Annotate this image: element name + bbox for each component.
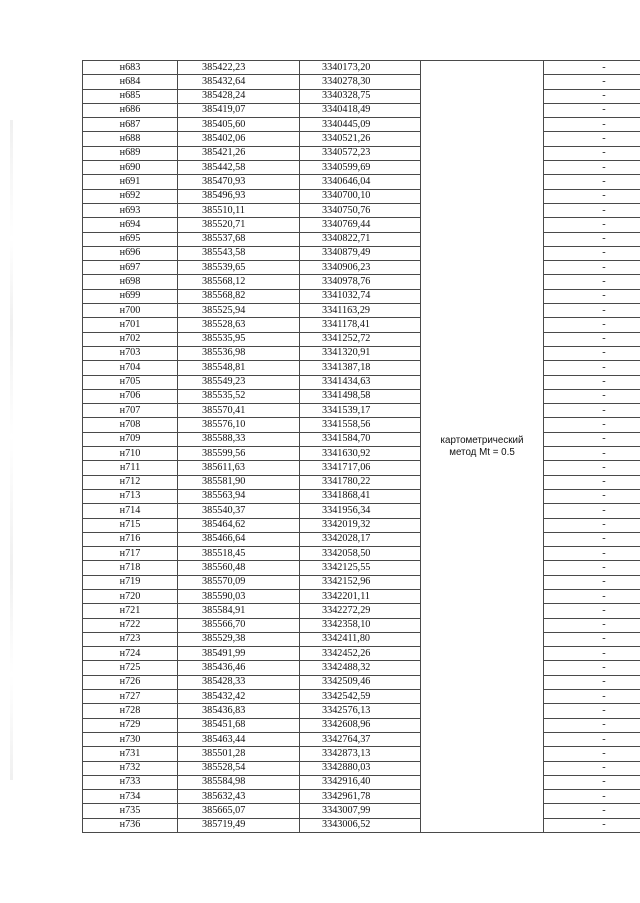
point-id: н693: [83, 203, 178, 217]
x-coordinate: 385581,90: [178, 475, 300, 489]
x-coordinate: 385428,24: [178, 89, 300, 103]
table-row: [83, 718, 640, 732]
table-row: [83, 146, 640, 160]
point-id: н685: [83, 89, 178, 103]
y-coordinate: 3341558,56: [300, 418, 421, 432]
x-coordinate: 385402,06: [178, 132, 300, 146]
table-row: [83, 89, 640, 103]
x-coordinate: 385520,71: [178, 218, 300, 232]
x-coordinate: 385563,94: [178, 489, 300, 503]
y-coordinate: 3340328,75: [300, 89, 421, 103]
point-id: н710: [83, 447, 178, 461]
x-coordinate: 385432,64: [178, 75, 300, 89]
y-coordinate: 3340521,26: [300, 132, 421, 146]
table-row: [83, 561, 640, 575]
point-id: н717: [83, 547, 178, 561]
point-id: н705: [83, 375, 178, 389]
x-coordinate: 385570,41: [178, 404, 300, 418]
table-row: [83, 304, 640, 318]
note-dash: -: [544, 690, 640, 704]
y-coordinate: 3343007,99: [300, 804, 421, 818]
y-coordinate: 3342488,32: [300, 661, 421, 675]
point-id: н708: [83, 418, 178, 432]
point-id: н692: [83, 189, 178, 203]
y-coordinate: 3340418,49: [300, 103, 421, 117]
x-coordinate: 385535,52: [178, 389, 300, 403]
point-id: н720: [83, 589, 178, 603]
x-coordinate: 385539,65: [178, 261, 300, 275]
point-id: н702: [83, 332, 178, 346]
point-id: н735: [83, 804, 178, 818]
table-row: [83, 775, 640, 789]
table-row: [83, 218, 640, 232]
y-coordinate: 3342764,37: [300, 732, 421, 746]
table-row: [83, 632, 640, 646]
point-id: н707: [83, 404, 178, 418]
y-coordinate: 3341387,18: [300, 361, 421, 375]
point-id: н703: [83, 346, 178, 360]
y-coordinate: 3340700,10: [300, 189, 421, 203]
point-id: н686: [83, 103, 178, 117]
y-coordinate: 3340879,49: [300, 246, 421, 260]
y-coordinate: 3342916,40: [300, 775, 421, 789]
point-id: н690: [83, 161, 178, 175]
note-dash: -: [544, 404, 640, 418]
x-coordinate: 385428,33: [178, 675, 300, 689]
point-id: н724: [83, 647, 178, 661]
table-row: [83, 161, 640, 175]
table-row: [83, 732, 640, 746]
y-coordinate: 3342272,29: [300, 604, 421, 618]
x-coordinate: 385665,07: [178, 804, 300, 818]
x-coordinate: 385560,48: [178, 561, 300, 575]
x-coordinate: 385584,98: [178, 775, 300, 789]
x-coordinate: 385436,46: [178, 661, 300, 675]
y-coordinate: 3340750,76: [300, 203, 421, 217]
x-coordinate: 385537,68: [178, 232, 300, 246]
table-row: [83, 175, 640, 189]
point-id: н704: [83, 361, 178, 375]
x-coordinate: 385632,43: [178, 790, 300, 804]
y-coordinate: 3342058,50: [300, 547, 421, 561]
x-coordinate: 385528,63: [178, 318, 300, 332]
x-coordinate: 385518,45: [178, 547, 300, 561]
y-coordinate: 3341584,70: [300, 432, 421, 446]
x-coordinate: 385529,38: [178, 632, 300, 646]
note-dash: -: [544, 804, 640, 818]
table-row: [83, 118, 640, 132]
x-coordinate: 385464,62: [178, 518, 300, 532]
table-row: [83, 75, 640, 89]
table-row: [83, 389, 640, 403]
table-row: [83, 404, 640, 418]
y-coordinate: 3341498,58: [300, 389, 421, 403]
note-dash: -: [544, 146, 640, 160]
x-coordinate: 385501,28: [178, 747, 300, 761]
y-coordinate: 3342358,10: [300, 618, 421, 632]
note-dash: -: [544, 504, 640, 518]
point-id: н718: [83, 561, 178, 575]
table-row: [83, 804, 640, 818]
table-row: [83, 261, 640, 275]
note-dash: -: [544, 575, 640, 589]
note-dash: -: [544, 732, 640, 746]
y-coordinate: 3342509,46: [300, 675, 421, 689]
x-coordinate: 385549,23: [178, 375, 300, 389]
x-coordinate: 385422,23: [178, 61, 300, 75]
note-dash: -: [544, 461, 640, 475]
y-coordinate: 3341717,06: [300, 461, 421, 475]
point-id: н689: [83, 146, 178, 160]
point-id: н691: [83, 175, 178, 189]
note-dash: -: [544, 447, 640, 461]
method-line-1: картометрический: [440, 434, 524, 446]
note-dash: -: [544, 418, 640, 432]
point-id: н736: [83, 818, 178, 832]
y-coordinate: 3342961,78: [300, 790, 421, 804]
note-dash: -: [544, 790, 640, 804]
y-coordinate: 3342152,96: [300, 575, 421, 589]
note-dash: -: [544, 175, 640, 189]
note-dash: -: [544, 246, 640, 260]
table-row: [83, 589, 640, 603]
table-row: [83, 704, 640, 718]
point-id: н709: [83, 432, 178, 446]
note-dash: -: [544, 761, 640, 775]
table-row: [83, 675, 640, 689]
note-dash: -: [544, 118, 640, 132]
x-coordinate: 385536,98: [178, 346, 300, 360]
point-id: н733: [83, 775, 178, 789]
point-id: н725: [83, 661, 178, 675]
point-id: н683: [83, 61, 178, 75]
x-coordinate: 385566,70: [178, 618, 300, 632]
note-dash: -: [544, 818, 640, 832]
y-coordinate: 3340769,44: [300, 218, 421, 232]
point-id: н711: [83, 461, 178, 475]
x-coordinate: 385570,09: [178, 575, 300, 589]
table-row: [83, 532, 640, 546]
table-row: [83, 690, 640, 704]
point-id: н731: [83, 747, 178, 761]
note-dash: -: [544, 318, 640, 332]
coordinate-table: [82, 60, 640, 833]
x-coordinate: 385590,03: [178, 589, 300, 603]
note-dash: -: [544, 718, 640, 732]
y-coordinate: 3342542,59: [300, 690, 421, 704]
note-dash: -: [544, 675, 640, 689]
note-dash: -: [544, 189, 640, 203]
table-row: [83, 132, 640, 146]
y-coordinate: 3340278,30: [300, 75, 421, 89]
note-dash: -: [544, 489, 640, 503]
table-row: [83, 790, 640, 804]
note-dash: -: [544, 647, 640, 661]
note-dash: -: [544, 389, 640, 403]
method-description: [441, 435, 524, 459]
table-row: [83, 318, 640, 332]
y-coordinate: 3342411,80: [300, 632, 421, 646]
y-coordinate: 3342019,32: [300, 518, 421, 532]
table-row: [83, 647, 640, 661]
note-dash: -: [544, 547, 640, 561]
table-row: [83, 447, 640, 461]
y-coordinate: 3340572,23: [300, 146, 421, 160]
note-dash: -: [544, 532, 640, 546]
x-coordinate: 385540,37: [178, 504, 300, 518]
note-dash: -: [544, 375, 640, 389]
table-row: [83, 475, 640, 489]
point-id: н722: [83, 618, 178, 632]
note-dash: -: [544, 61, 640, 75]
x-coordinate: 385568,12: [178, 275, 300, 289]
y-coordinate: 3340978,76: [300, 275, 421, 289]
point-id: н712: [83, 475, 178, 489]
table-row: [83, 575, 640, 589]
note-dash: -: [544, 75, 640, 89]
point-id: н699: [83, 289, 178, 303]
note-dash: -: [544, 661, 640, 675]
note-dash: -: [544, 304, 640, 318]
x-coordinate: 385432,42: [178, 690, 300, 704]
y-coordinate: 3340599,69: [300, 161, 421, 175]
note-dash: -: [544, 275, 640, 289]
y-coordinate: 3340822,71: [300, 232, 421, 246]
y-coordinate: 3340646,04: [300, 175, 421, 189]
point-id: н719: [83, 575, 178, 589]
table-row: [83, 518, 640, 532]
note-dash: -: [544, 89, 640, 103]
table-row: [83, 246, 640, 260]
x-coordinate: 385419,07: [178, 103, 300, 117]
x-coordinate: 385568,82: [178, 289, 300, 303]
x-coordinate: 385535,95: [178, 332, 300, 346]
coordinate-table-body: [83, 61, 640, 833]
table-row: [83, 332, 640, 346]
note-dash: -: [544, 203, 640, 217]
point-id: н716: [83, 532, 178, 546]
x-coordinate: 385491,99: [178, 647, 300, 661]
x-coordinate: 385463,44: [178, 732, 300, 746]
point-id: н732: [83, 761, 178, 775]
y-coordinate: 3340173,20: [300, 61, 421, 75]
point-id: н700: [83, 304, 178, 318]
y-coordinate: 3342873,13: [300, 747, 421, 761]
note-dash: -: [544, 775, 640, 789]
x-coordinate: 385466,64: [178, 532, 300, 546]
y-coordinate: 3341178,41: [300, 318, 421, 332]
note-dash: -: [544, 604, 640, 618]
y-coordinate: 3341032,74: [300, 289, 421, 303]
note-dash: -: [544, 589, 640, 603]
point-id: н695: [83, 232, 178, 246]
y-coordinate: 3342452,26: [300, 647, 421, 661]
y-coordinate: 3342880,03: [300, 761, 421, 775]
note-dash: -: [544, 632, 640, 646]
table-row: [83, 61, 640, 75]
point-id: н734: [83, 790, 178, 804]
table-row: [83, 618, 640, 632]
table-row: [83, 375, 640, 389]
point-id: н687: [83, 118, 178, 132]
point-id: н688: [83, 132, 178, 146]
scan-margin-mark: [10, 120, 13, 780]
table-row: [83, 489, 640, 503]
y-coordinate: 3341163,29: [300, 304, 421, 318]
y-coordinate: 3341868,41: [300, 489, 421, 503]
y-coordinate: 3341252,72: [300, 332, 421, 346]
method-line-2: метод Mt = 0.5: [449, 446, 515, 458]
note-dash: -: [544, 361, 640, 375]
table-row: [83, 418, 640, 432]
table-row: [83, 203, 640, 217]
note-dash: -: [544, 103, 640, 117]
x-coordinate: 385548,81: [178, 361, 300, 375]
x-coordinate: 385421,26: [178, 146, 300, 160]
point-id: н723: [83, 632, 178, 646]
y-coordinate: 3341434,63: [300, 375, 421, 389]
table-row: [83, 432, 640, 446]
table-row: [83, 361, 640, 375]
point-id: н726: [83, 675, 178, 689]
y-coordinate: 3341780,22: [300, 475, 421, 489]
note-dash: -: [544, 232, 640, 246]
table-row: [83, 747, 640, 761]
point-id: н706: [83, 389, 178, 403]
y-coordinate: 3341956,34: [300, 504, 421, 518]
x-coordinate: 385599,56: [178, 447, 300, 461]
point-id: н727: [83, 690, 178, 704]
point-id: н721: [83, 604, 178, 618]
point-id: н696: [83, 246, 178, 260]
x-coordinate: 385543,58: [178, 246, 300, 260]
note-dash: -: [544, 432, 640, 446]
point-id: н698: [83, 275, 178, 289]
x-coordinate: 385442,58: [178, 161, 300, 175]
point-id: н713: [83, 489, 178, 503]
y-coordinate: 3341320,91: [300, 346, 421, 360]
x-coordinate: 385436,83: [178, 704, 300, 718]
point-id: н714: [83, 504, 178, 518]
x-coordinate: 385496,93: [178, 189, 300, 203]
table-row: [83, 604, 640, 618]
point-id: н694: [83, 218, 178, 232]
point-id: н715: [83, 518, 178, 532]
point-id: н728: [83, 704, 178, 718]
point-id: н729: [83, 718, 178, 732]
table-row: [83, 504, 640, 518]
note-dash: -: [544, 518, 640, 532]
x-coordinate: 385528,54: [178, 761, 300, 775]
note-dash: -: [544, 475, 640, 489]
y-coordinate: 3342125,55: [300, 561, 421, 575]
note-dash: -: [544, 218, 640, 232]
y-coordinate: 3341539,17: [300, 404, 421, 418]
point-id: н697: [83, 261, 178, 275]
table-row: [83, 346, 640, 360]
y-coordinate: 3342028,17: [300, 532, 421, 546]
x-coordinate: 385405,60: [178, 118, 300, 132]
note-dash: -: [544, 332, 640, 346]
method-cell: [421, 61, 544, 833]
y-coordinate: 3340445,09: [300, 118, 421, 132]
note-dash: -: [544, 346, 640, 360]
table-row: [83, 661, 640, 675]
table-row: [83, 103, 640, 117]
x-coordinate: 385611,63: [178, 461, 300, 475]
x-coordinate: 385525,94: [178, 304, 300, 318]
y-coordinate: 3342608,96: [300, 718, 421, 732]
x-coordinate: 385576,10: [178, 418, 300, 432]
note-dash: -: [544, 747, 640, 761]
table-row: [83, 275, 640, 289]
table-row: [83, 461, 640, 475]
note-dash: -: [544, 161, 640, 175]
note-dash: -: [544, 704, 640, 718]
table-row: [83, 818, 640, 832]
x-coordinate: 385510,11: [178, 203, 300, 217]
note-dash: -: [544, 618, 640, 632]
note-dash: -: [544, 132, 640, 146]
point-id: н701: [83, 318, 178, 332]
note-dash: -: [544, 261, 640, 275]
table-row: [83, 189, 640, 203]
x-coordinate: 385451,68: [178, 718, 300, 732]
table-row: [83, 289, 640, 303]
x-coordinate: 385588,33: [178, 432, 300, 446]
table-row: [83, 761, 640, 775]
point-id: н684: [83, 75, 178, 89]
x-coordinate: 385470,93: [178, 175, 300, 189]
note-dash: -: [544, 561, 640, 575]
y-coordinate: 3340906,23: [300, 261, 421, 275]
point-id: н730: [83, 732, 178, 746]
table-row: [83, 547, 640, 561]
x-coordinate: 385584,91: [178, 604, 300, 618]
y-coordinate: 3341630,92: [300, 447, 421, 461]
y-coordinate: 3342201,11: [300, 589, 421, 603]
note-dash: -: [544, 289, 640, 303]
y-coordinate: 3343006,52: [300, 818, 421, 832]
y-coordinate: 3342576,13: [300, 704, 421, 718]
x-coordinate: 385719,49: [178, 818, 300, 832]
table-row: [83, 232, 640, 246]
